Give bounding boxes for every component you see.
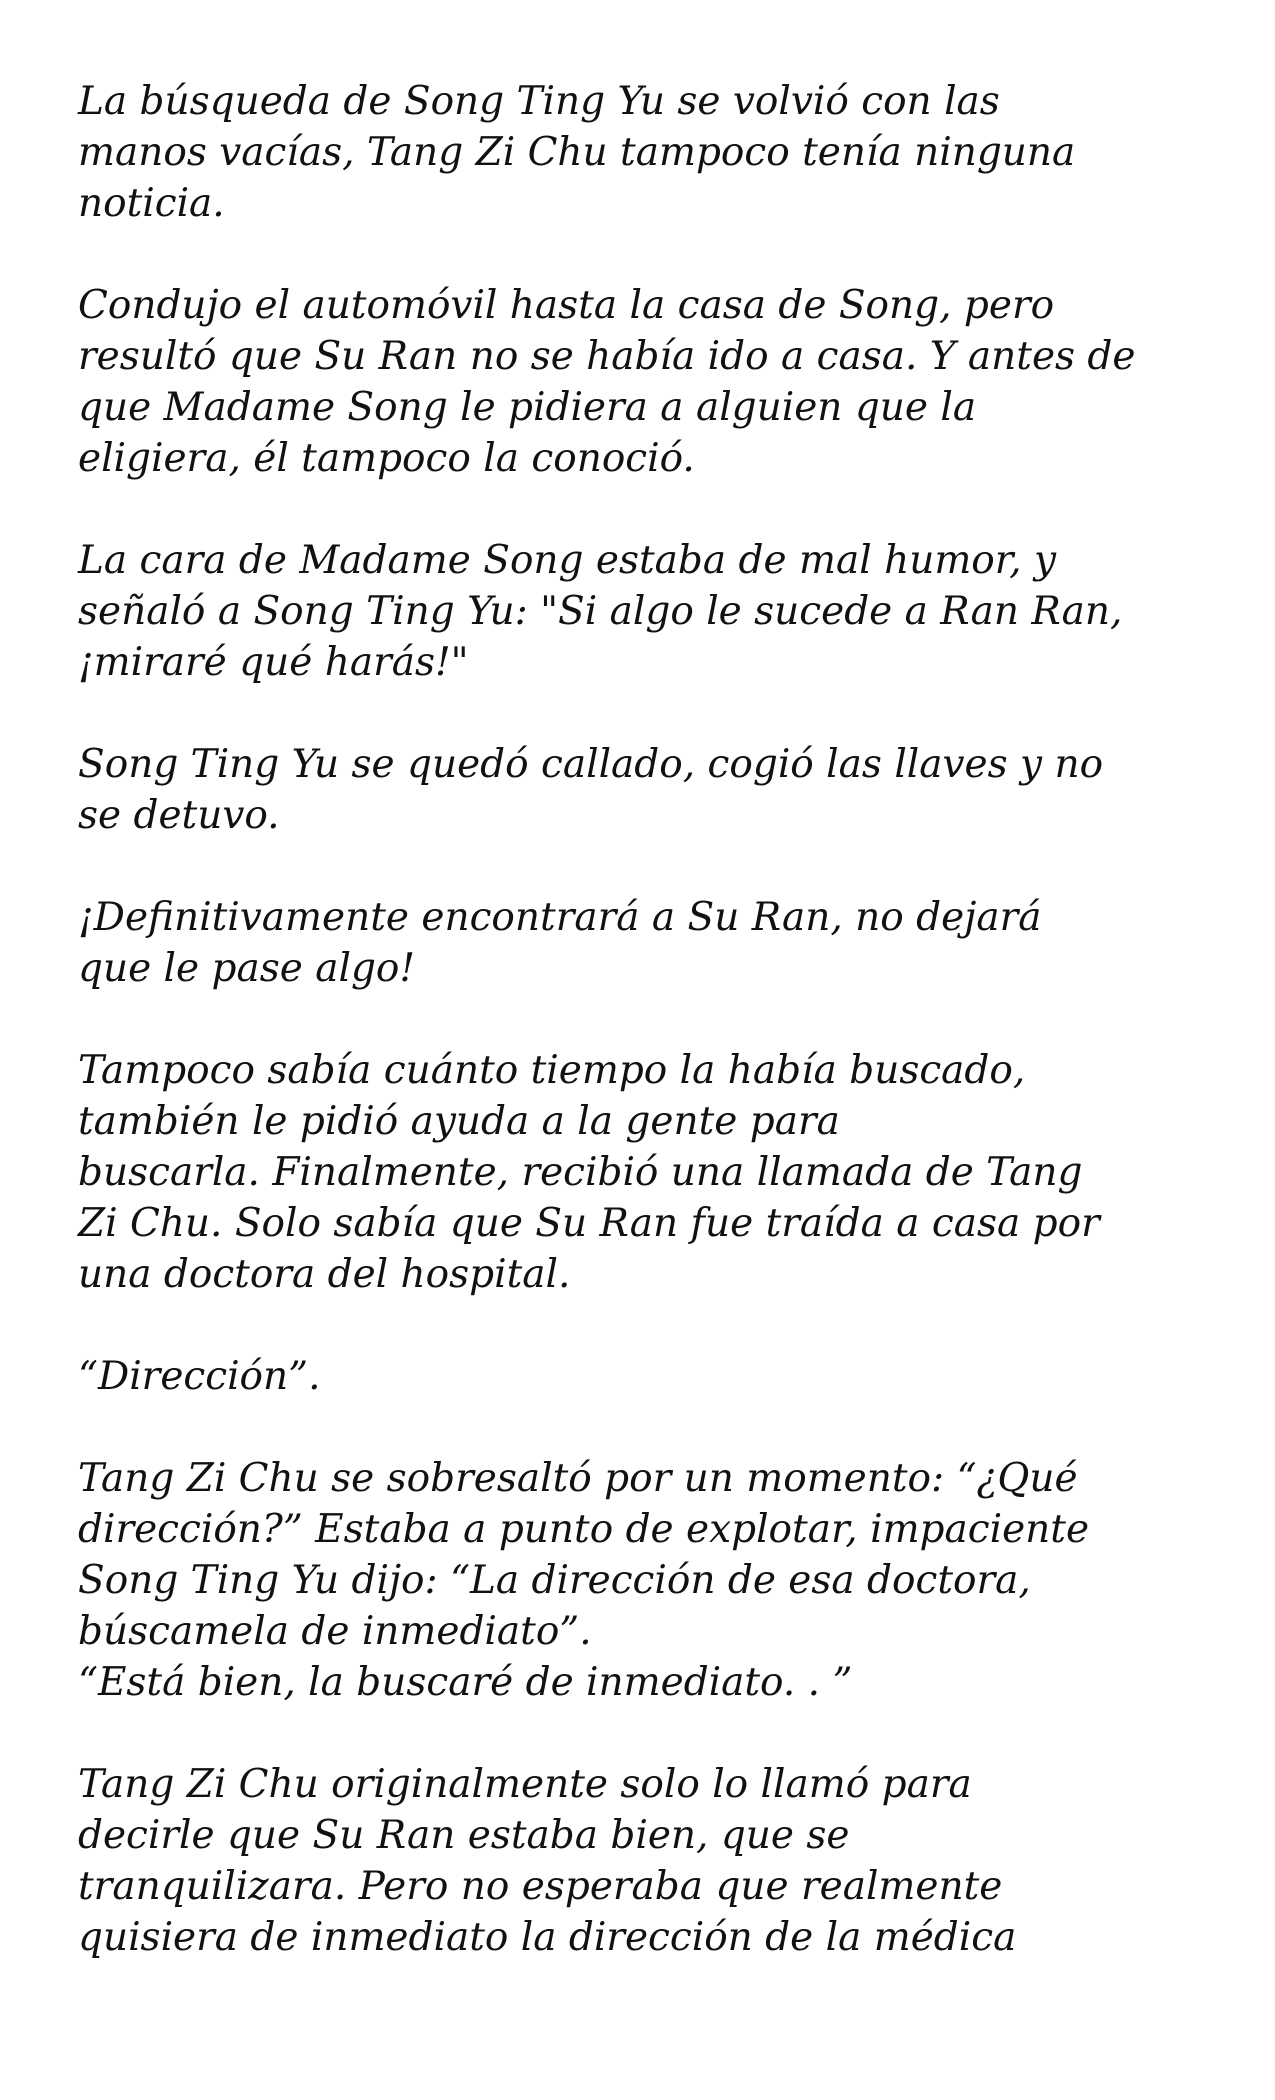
text-line: Tampoco sabía cuánto tiempo la había buscado,	[78, 1048, 1026, 1093]
text-line: Tang Zi Chu originalmente solo lo llamó para	[78, 1762, 972, 1807]
text-line: La cara de Madame Song estaba de mal humor, y	[78, 538, 1056, 583]
text-line: noticia.	[78, 181, 225, 226]
text-line: ¡Definitivamente encontrará a Su Ran, no dejará	[78, 895, 1042, 940]
paragraph-1	[78, 76, 1228, 229]
text-line: tranquilizara. Pero no esperaba que realmente	[78, 1864, 1003, 1909]
text-line: se detuvo.	[78, 793, 280, 838]
text-line: señaló a Song Ting Yu: "Si algo le sucede a Ran Ran,	[78, 589, 1123, 634]
paragraph-2	[78, 280, 1228, 484]
story-text	[78, 76, 1228, 1963]
text-line: Tang Zi Chu se sobresaltó por un momento: “¿Qué	[78, 1456, 1078, 1501]
text-line: que Madame Song le pidiera a alguien que la	[78, 385, 977, 430]
text-line: “Dirección”.	[78, 1354, 321, 1399]
text-line: “Está bien, la buscaré de inmediato. . ”	[78, 1660, 853, 1705]
paragraph-8	[78, 1453, 1228, 1708]
text-line: resultó que Su Ran no se había ido a casa. Y antes de	[78, 334, 1136, 379]
paragraph-7	[78, 1351, 1228, 1402]
text-line: Song Ting Yu dijo: “La dirección de esa doctora,	[78, 1558, 1031, 1603]
text-line: ¡miraré qué harás!"	[78, 640, 469, 685]
text-line: buscarla. Finalmente, recibió una llamada de Tang	[78, 1150, 1083, 1195]
text-line: La búsqueda de Song Ting Yu se volvió con las	[78, 79, 1000, 124]
text-line: Condujo el automóvil hasta la casa de Song, pero	[78, 283, 1055, 328]
paragraph-9	[78, 1759, 1228, 1963]
text-line: eligiera, él tampoco la conoció.	[78, 436, 695, 481]
paragraph-3	[78, 535, 1228, 688]
text-line: búscamela de inmediato”.	[78, 1609, 592, 1654]
text-line: Zi Chu. Solo sabía que Su Ran fue traída a casa por	[78, 1201, 1100, 1246]
text-line: manos vacías, Tang Zi Chu tampoco tenía ninguna	[78, 130, 1076, 175]
text-line: Song Ting Yu se quedó callado, cogió las llaves y no	[78, 742, 1104, 787]
text-line: también le pidió ayuda a la gente para	[78, 1099, 840, 1144]
text-line: decirle que Su Ran estaba bien, que se	[78, 1813, 850, 1858]
paragraph-4	[78, 739, 1228, 841]
paragraph-5	[78, 892, 1228, 994]
text-line: dirección?” Estaba a punto de explotar, impaciente	[78, 1507, 1090, 1552]
text-line: una doctora del hospital.	[78, 1252, 571, 1297]
text-line: quisiera de inmediato la dirección de la médica	[78, 1915, 1017, 1960]
paragraph-6	[78, 1045, 1228, 1300]
text-line: que le pase algo!	[78, 946, 416, 991]
